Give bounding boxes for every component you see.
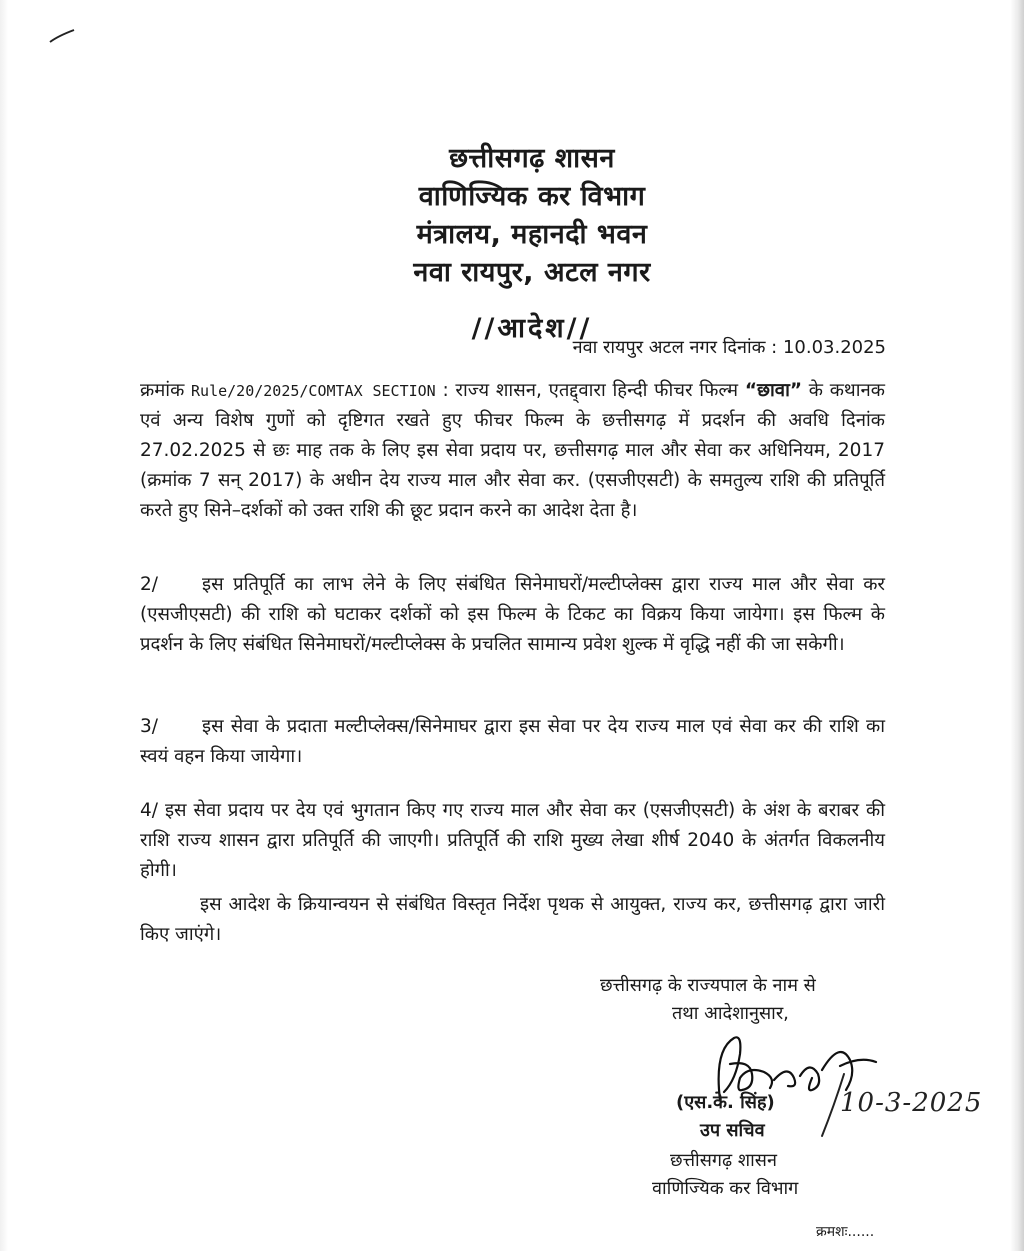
- signatory-title: उप सचिव: [700, 1120, 765, 1141]
- paragraph-4: [140, 796, 885, 886]
- authority-statement: [560, 972, 900, 1028]
- paragraph-3-number: 3/: [140, 716, 159, 737]
- header-department: वाणिज्यिक कर विभाग: [418, 181, 646, 212]
- paragraph-2-text: इस प्रतिपूर्ति का लाभ लेने के लिए संबंधित सिनेमाघरों/मल्टीप्लेक्स द्वारा राज्य माल और सेवा कर (एसजीएसटी) की राशि को घटाकर दर्शकों को इस फिल्म के टिकट का विक्रय किया जायेगा। इस फिल्म के प्रदर्शन के लिए संबंधित सिनेमाघरों/मल्टीप्लेक्स के प्रचलित सामान्य प्रवेश शुल्क में वृद्धि नहीं की जा सकेगी।: [140, 574, 885, 655]
- order-reference: Rule/20/2025/COMTAX SECTION: [191, 382, 436, 400]
- order-number-label: क्रमांक: [140, 380, 185, 401]
- paragraph-1-text-a: : राज्य शासन, एतद्द्वारा हिन्दी फीचर फिल्म: [442, 380, 739, 401]
- header-city: नवा रायपुर, अटल नगर: [413, 257, 651, 288]
- paragraph-1-text-b: के कथानक एवं अन्य विशेष गुणों को दृष्टिगत रखते हुए फीचर फिल्म के छत्तीसगढ़ में प्रदर्शन की अवधि दिनांक 27.02.2025 से छः माह तक के लिए इस सेवा प्रदाय पर, छत्तीसगढ़ माल और सेवा कर अधिनियम, 2017 (क्रमांक 7 सन् 2017) के अधीन देय राज्य माल और सेवा कर. (एसजीएसटी) के समतुल्य राशि की प्रतिपूर्ति करते हुए सिने–दर्शकों को उक्त राशि की छूट प्रदान करने का आदेश देता है।: [140, 380, 886, 521]
- handwritten-date: 10-3-2025: [840, 1088, 983, 1118]
- paragraph-1: [140, 376, 885, 526]
- authority-line-2: तथा आदेशानुसार,: [672, 1003, 789, 1024]
- authority-line-1: छत्तीसगढ़ के राज्यपाल के नाम से: [600, 975, 816, 996]
- paragraph-5-text: इस आदेश के क्रियान्वयन से संबंधित विस्तृत निर्देश पृथक से आयुक्त, राज्य कर, छत्तीसगढ़ द्वारा जारी किए जाएंगे।: [140, 894, 885, 945]
- pen-mark: [48, 28, 76, 44]
- signatory-government: छत्तीसगढ़ शासन: [670, 1150, 777, 1171]
- continued-marker: क्रमशः......: [816, 1224, 875, 1240]
- paragraph-3-text: इस सेवा के प्रदाता मल्टीप्लेक्स/सिनेमाघर द्वारा इस सेवा पर देय राज्य माल एवं सेवा कर की राशि का स्वयं वहन किया जायेगा।: [140, 716, 885, 767]
- paragraph-2: [140, 570, 885, 660]
- order-date: नवा रायपुर अटल नगर दिनांक : 10.03.2025: [572, 337, 886, 358]
- header-government: छत्तीसगढ़ शासन: [449, 143, 615, 174]
- paragraph-4-number: 4/: [140, 800, 159, 821]
- film-name: “छावा”: [744, 380, 803, 401]
- letterhead: [0, 140, 1024, 345]
- order-title: //आदेश//: [471, 313, 593, 344]
- paragraph-5: [140, 890, 885, 950]
- paragraph-4-text: इस सेवा प्रदाय पर देय एवं भुगतान किए गए राज्य माल और सेवा कर (एसजीएसटी) के अंश के बराबर की राशि राज्य शासन द्वारा प्रतिपूर्ति की जाएगी। प्रतिपूर्ति की राशि मुख्य लेखा शीर्ष 2040 के अंतर्गत विकलनीय होगी।: [140, 800, 885, 881]
- signatory-name: (एस.के. सिंह): [676, 1092, 775, 1113]
- paragraph-3: [140, 712, 885, 772]
- header-ministry: मंत्रालय, महानदी भवन: [416, 219, 648, 250]
- signatory-department: वाणिज्यिक कर विभाग: [652, 1178, 799, 1199]
- paragraph-2-number: 2/: [140, 574, 159, 595]
